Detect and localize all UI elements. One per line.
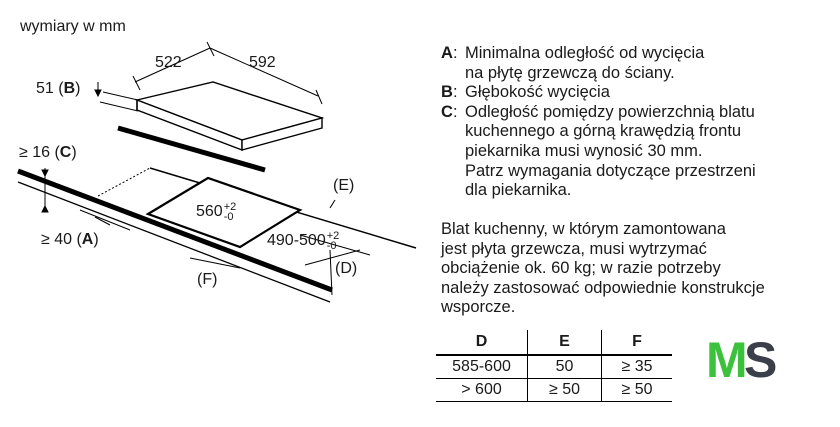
dim-522-label: 522 — [155, 54, 182, 71]
dim-a-suffix: ) — [93, 231, 99, 248]
dim-f-line — [190, 258, 240, 268]
table-cell: 50 — [528, 355, 602, 379]
cutout-depth-label — [267, 231, 339, 251]
legend-c-line2: kuchennego a górną krawędzią frontu — [465, 122, 742, 141]
note-line3: obciążenie ok. 60 kg; w razie potrzeby — [441, 259, 721, 278]
legend-b-line1: Głębokość wycięcia — [465, 83, 610, 102]
cutout-depth-tol-plus: +2 — [326, 230, 340, 242]
dim-e-line — [330, 200, 335, 208]
cutout-width-label — [196, 202, 236, 222]
legend-key-c: C — [441, 102, 453, 121]
load-note — [441, 220, 836, 318]
cutout-depth-value: 490-500 — [267, 232, 326, 250]
legend-item-b — [441, 83, 840, 103]
dimensions-table — [436, 330, 672, 402]
dim-c-prefix: ≥ 16 ( — [19, 144, 60, 161]
table-cell: 585-600 — [436, 355, 528, 379]
dim-a-key: A — [81, 231, 94, 248]
legend — [441, 44, 840, 201]
label-e: (E) — [333, 177, 355, 194]
dim-b-prefix: 51 ( — [36, 80, 64, 97]
legend-c-line3: piekarnika musi wynosić 30 mm. — [465, 141, 703, 160]
note-line1: Blat kuchenny, w którym zamontowana — [441, 220, 726, 238]
legend-a-line1: Minimalna odległość od wycięcia — [465, 44, 705, 62]
dim-c-key: C — [59, 144, 72, 161]
dim-592-label: 592 — [249, 54, 276, 71]
cutout-width-tol-minus: -0 — [223, 211, 234, 223]
legend-c-line5: dla piekarnika. — [465, 181, 572, 200]
logo-letter-m: M — [706, 335, 748, 383]
dim-a-label — [41, 231, 99, 249]
table-header-f: F — [602, 330, 673, 355]
cutout-width-tol-plus: +2 — [223, 201, 237, 213]
table-row — [436, 355, 672, 379]
legend-a-line2: na płytę grzewczą do ściany. — [465, 63, 675, 82]
dim-c-suffix: ) — [71, 144, 77, 161]
height-dimension — [95, 82, 138, 111]
legend-c-line4: Patrz wymagania dotyczące przestrzeni — [465, 161, 756, 180]
dim-b-key: B — [63, 80, 76, 97]
table-header-row — [436, 330, 672, 355]
legend-colon: : — [453, 83, 458, 102]
dim-a-prefix: ≥ 40 ( — [41, 231, 82, 248]
legend-colon: : — [453, 102, 458, 121]
legend-key-a: A — [441, 44, 453, 62]
note-line4: należy zastosować odpowiednie konstrukcje — [441, 278, 765, 297]
label-f: (F) — [197, 271, 218, 288]
cutout-depth-tol-minus: -0 — [326, 240, 337, 252]
ms-logo — [706, 335, 780, 383]
cutout-width-value: 560 — [196, 203, 223, 221]
table-cell: ≥ 50 — [528, 379, 602, 402]
legend-c-line1: Odległość pomiędzy powierzchnią blatu — [465, 102, 755, 121]
units-label: wymiary w mm — [20, 18, 126, 35]
table-header-d: D — [436, 330, 528, 355]
logo-letter-s: S — [744, 335, 778, 383]
note-line2: jest płyta grzewcza, musi wytrzymać — [441, 239, 707, 258]
dim-b-suffix: ) — [75, 80, 81, 97]
ms-logo-mark — [706, 335, 780, 383]
table-cell: ≥ 50 — [602, 379, 673, 402]
legend-item-c — [441, 103, 840, 123]
legend-colon: : — [453, 44, 458, 62]
label-d: (D) — [335, 260, 358, 277]
legend-key-b: B — [441, 83, 453, 102]
table-cell: > 600 — [436, 379, 528, 402]
table-cell: ≥ 35 — [602, 355, 673, 379]
table-header-e: E — [528, 330, 602, 355]
table-row — [436, 379, 672, 402]
note-line5: wsporcze. — [441, 298, 516, 317]
dim-c-label — [19, 144, 77, 162]
legend-item-a — [441, 44, 840, 64]
dim-b-label — [36, 80, 80, 98]
